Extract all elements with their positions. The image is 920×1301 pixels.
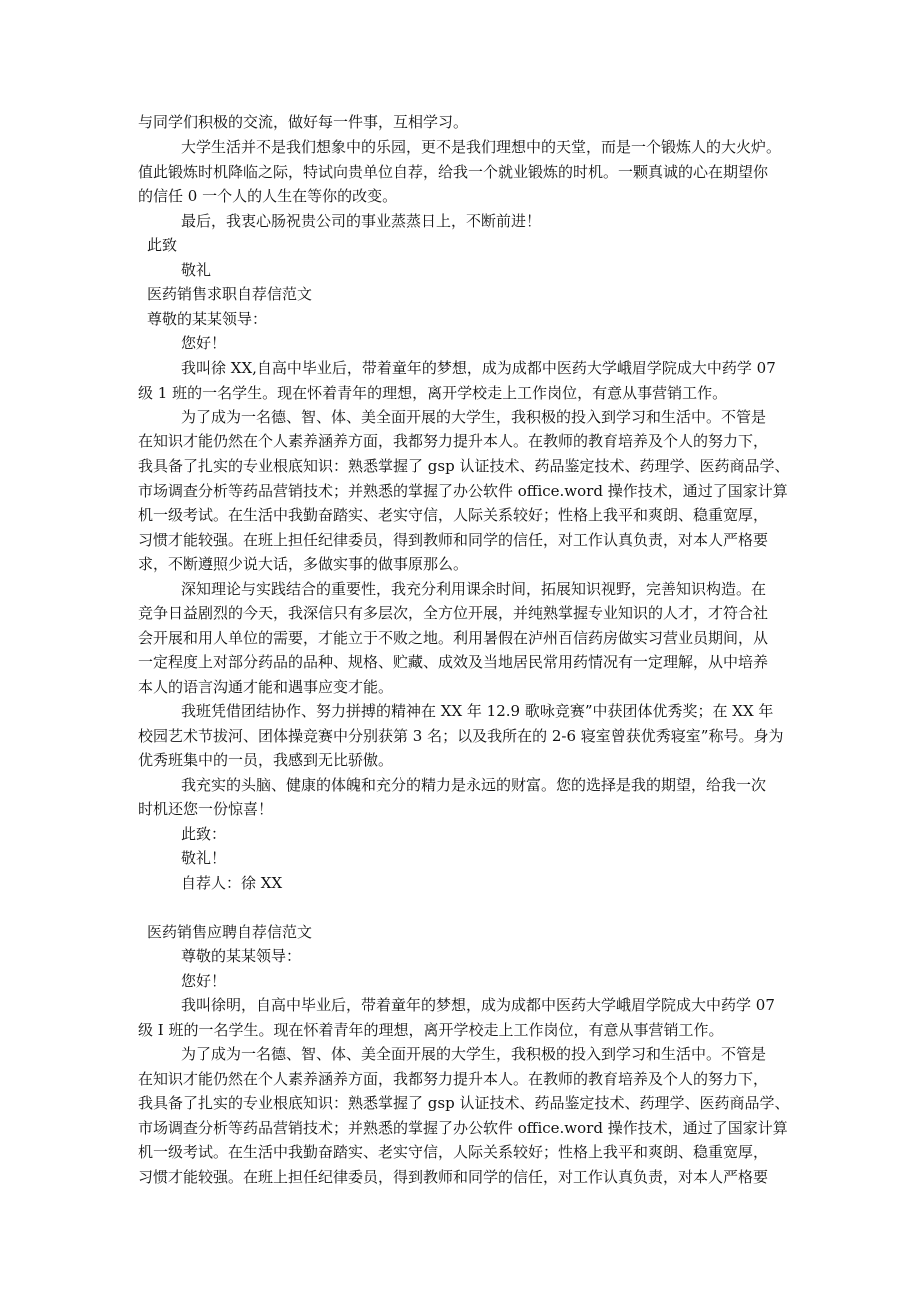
paragraph-line: 机一级考试。在生活中我勤奋踏实、老实守信，人际关系较好；性格上我平和爽朗、稳重宽厚，: [138, 506, 769, 524]
greeting-line: 您好！: [181, 972, 227, 990]
paragraph-line: 一定程度上对部分药品的品种、规格、贮藏、成效及当地居民常用药情况有一定理解，从中培养: [138, 653, 769, 671]
paragraph-line: 我充实的头脑、健康的体魄和充分的精力是永远的财富。您的选择是我的期望，给我一次: [181, 776, 767, 794]
paragraph-line: 时机还您一份惊喜！: [138, 800, 274, 818]
paragraph-line: 为了成为一名德、智、体、美全面开展的大学生，我积极的投入到学习和生活中。不管是: [181, 1045, 767, 1063]
salutation-line: 尊敬的某某领导：: [181, 947, 302, 965]
closing-line: 敬礼！: [181, 849, 227, 867]
paragraph-line: 的信任 0 一个人的人生在等你的改变。: [138, 187, 398, 205]
paragraph-line: 竞争日益剧烈的今天，我深信只有多层次，全方位开展，并纯熟掌握专业知识的人才，才符合社: [138, 604, 769, 622]
paragraph-line: 最后，我衷心肠祝贵公司的事业蒸蒸日上，不断前进！: [181, 212, 542, 230]
paragraph-line: 在知识才能仍然在个人素养涵养方面，我都努力提升本人。在教师的教育培养及个人的努力下，: [138, 1070, 769, 1088]
paragraph-line: 级 1 班的一名学生。现在怀着青年的理想，离开学校走上工作岗位，有意从事营销工作。: [138, 384, 728, 402]
paragraph-line: 级 I 班的一名学生。现在怀着青年的理想，离开学校走上工作岗位，有意从事营销工作。: [138, 1021, 724, 1039]
paragraph-line: 会开展和用人单位的需要，才能立于不败之地。利用暑假在泸州百信药房做实习营业员期间，从: [138, 629, 769, 647]
closing-line: 此致: [147, 236, 178, 254]
paragraph-line: 深知理论与实践结合的重要性，我充分利用课余时间，拓展知识视野，完善知识构造。在: [181, 580, 767, 598]
paragraph-line: 校园艺术节拔河、团体操竞赛中分别获第 3 名；以及我所在的 2-6 寝室曾获优秀寝室”称号。身为: [138, 727, 784, 745]
paragraph-line: 与同学们积极的交流，做好每一件事，互相学习。: [138, 113, 469, 131]
paragraph-line: 大学生活并不是我们想象中的乐园，更不是我们理想中的天堂，而是一个锻炼人的大火炉。: [181, 138, 782, 156]
section-title: 医药销售应聘自荐信范文: [147, 923, 313, 941]
paragraph-line: 我叫徐明，自高中毕业后，带着童年的梦想，成为成都中医药大学峨眉学院成大中药学 07: [181, 996, 775, 1014]
paragraph-line: 我具备了扎实的专业根底知识：熟悉掌握了 gsp 认证技术、药品鉴定技术、药理学、医药商品学、: [138, 457, 790, 475]
paragraph-line: 在知识才能仍然在个人素养涵养方面，我都努力提升本人。在教师的教育培养及个人的努力下，: [138, 432, 769, 450]
paragraph-line: 求，不断遵照少说大话，多做实事的做事原那么。: [138, 555, 469, 573]
paragraph-line: 我班凭借团结协作、努力拼搏的精神在 XX 年 12.9 歌咏竞赛”中获团体优秀奖；在 XX 年: [181, 702, 774, 720]
paragraph-line: 习惯才能较强。在班上担任纪律委员，得到教师和同学的信任，对工作认真负责，对本人严格要: [138, 1168, 769, 1186]
salutation-line: 尊敬的某某领导：: [147, 310, 268, 328]
paragraph-line: 市场调查分析等药品营销技术；并熟悉的掌握了办公软件 office.word 操作技术，通过了国家计算: [138, 482, 788, 500]
paragraph-line: 值此锻炼时机降临之际，特试向贵单位自荐，给我一个就业锻炼的时机。一颗真诚的心在期望你: [138, 163, 769, 181]
paragraph-line: 为了成为一名德、智、体、美全面开展的大学生，我积极的投入到学习和生活中。不管是: [181, 408, 767, 426]
paragraph-line: 本人的语言沟通才能和遇事应变才能。: [138, 678, 394, 696]
section-title: 医药销售求职自荐信范文: [147, 285, 313, 303]
paragraph-line: 机一级考试。在生活中我勤奋踏实、老实守信，人际关系较好；性格上我平和爽朗、稳重宽厚，: [138, 1143, 769, 1161]
paragraph-line: 我具备了扎实的专业根底知识：熟悉掌握了 gsp 认证技术、药品鉴定技术、药理学、医药商品学、: [138, 1094, 790, 1112]
greeting-line: 您好！: [181, 334, 227, 352]
paragraph-line: 习惯才能较强。在班上担任纪律委员，得到教师和同学的信任，对工作认真负责，对本人严格要: [138, 531, 769, 549]
closing-line: 此致：: [181, 825, 227, 843]
paragraph-line: 我叫徐 XX,自高中毕业后，带着童年的梦想，成为成都中医药大学峨眉学院成大中药学 07: [181, 359, 776, 377]
signature-line: 自荐人：徐 XX: [181, 874, 283, 892]
closing-line: 敬礼: [181, 261, 212, 279]
paragraph-line: 优秀班集中的一员，我感到无比骄傲。: [138, 751, 394, 769]
paragraph-line: 市场调查分析等药品营销技术；并熟悉的掌握了办公软件 office.word 操作技术，通过了国家计算: [138, 1119, 788, 1137]
